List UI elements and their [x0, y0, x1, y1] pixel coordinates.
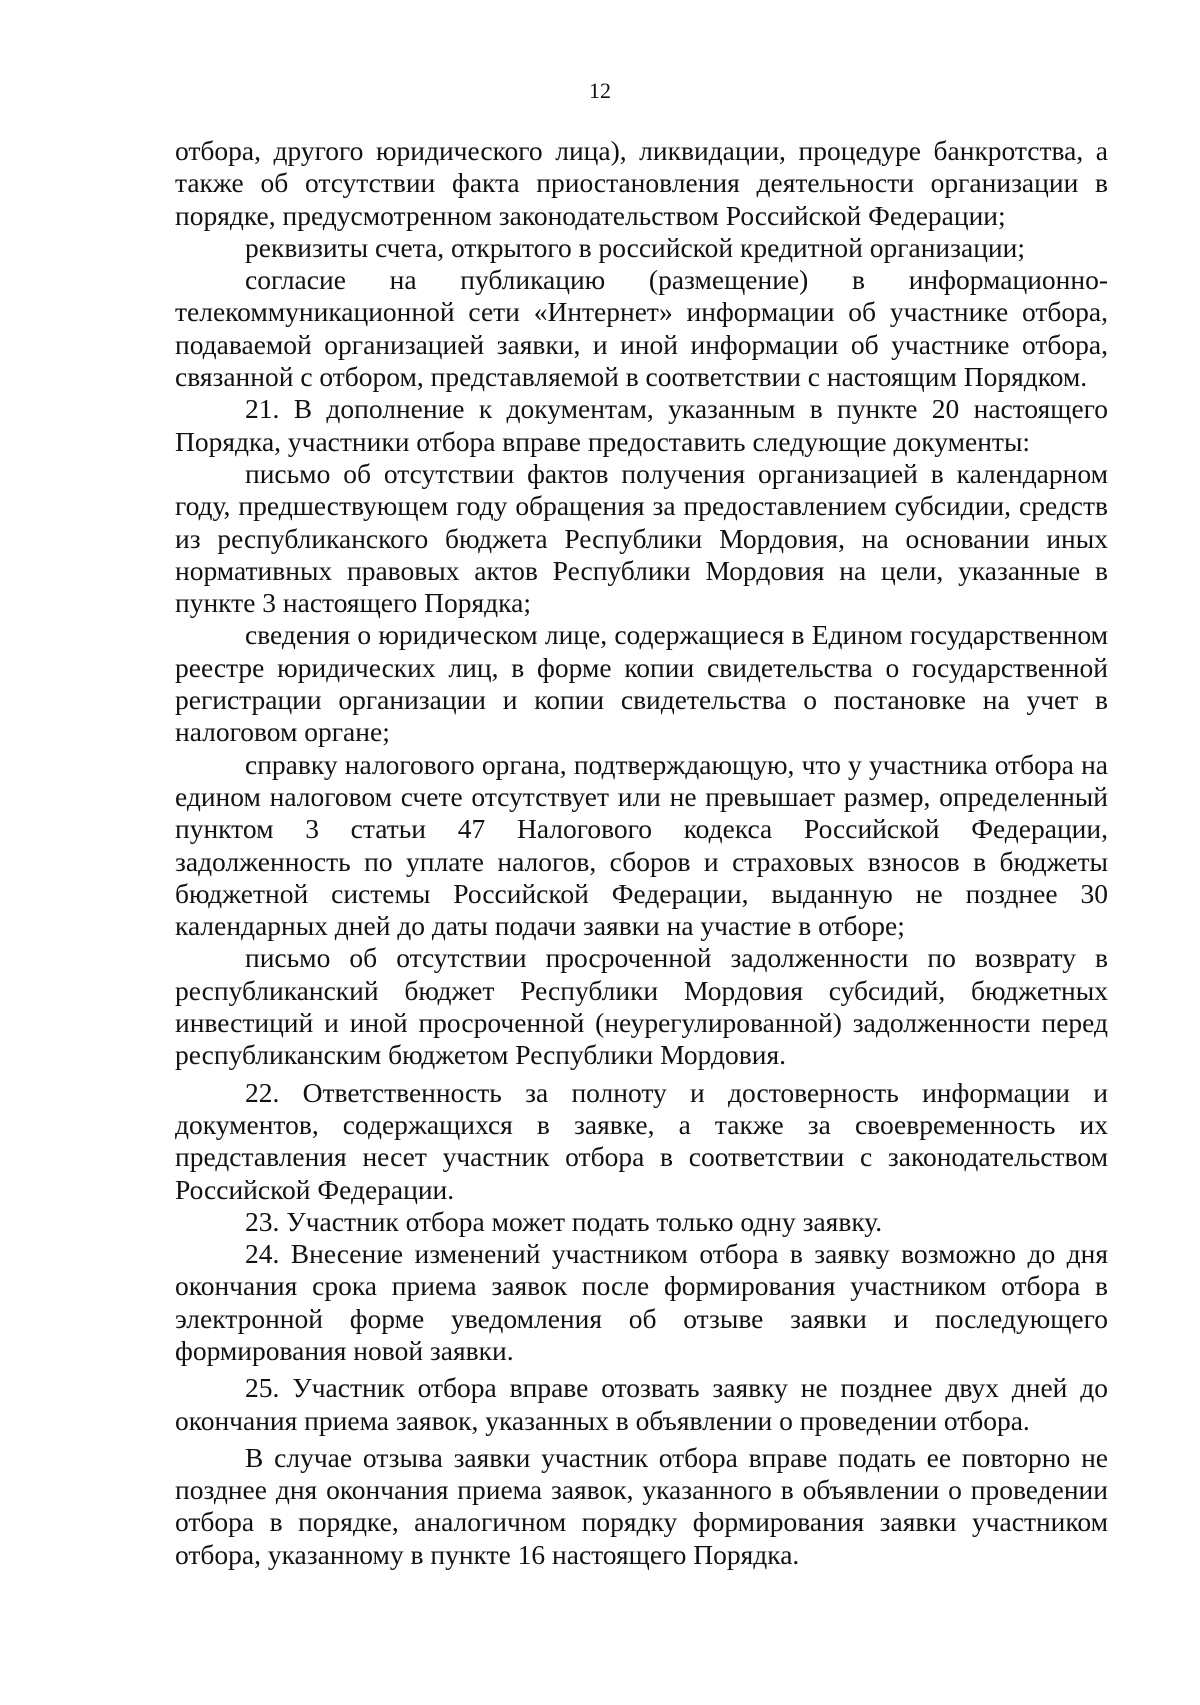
- paragraph-publication-consent: согласие на публикацию (размещение) в информационно-телекоммуникационной сети «Интернет» информации об участнике отбора, подаваемой организацией заявки, и иной информации об участнике отбора, связанной с отбором, представляемой в соответствии с настоящим Порядком.: [175, 264, 1108, 393]
- page-number: 12: [589, 78, 611, 103]
- paragraph-clause-22: 22. Ответственность за полноту и достоверность информации и документов, содержащихся в заявке, а также за своевременность их представления несет участник отбора в соответствии с законодательством Российской Федерации.: [175, 1076, 1108, 1205]
- paragraph-clause-21: 21. В дополнение к документам, указанным в пункте 20 настоящего Порядка, участники отбора вправе предоставить следующие документы:: [175, 393, 1108, 457]
- paragraph-legal-entity-info: сведения о юридическом лице, содержащиеся в Едином государственном реестре юридических лиц, в форме копии свидетельства о государственной регистрации организации и копии свидетельства о постановке на учет в налоговом органе;: [175, 619, 1108, 748]
- paragraph-account-details: реквизиты счета, открытого в российской кредитной организации;: [245, 231, 1026, 263]
- paragraph-debt-letter: письмо об отсутствии просроченной задолженности по возврату в республиканский бюджет Республики Мордовия субсидий, бюджетных инвестиций и иной просроченной (неурегулированной) задолженности перед республиканским бюджетом Республики Мордовия.: [175, 942, 1108, 1071]
- paragraph-subsidy-letter: письмо об отсутствии фактов получения организацией в календарном году, предшествующем году обращения за предоставлением субсидии, средств из республиканского бюджета Республики Мордовия, на основании иных нормативных правовых актов Республики Мордовия на цели, указанные в пункте 3 настоящего Порядка;: [175, 457, 1108, 619]
- paragraph-continuation: отбора, другого юридического лица), ликвидации, процедуре банкротства, а также об отсутствии факта приостановления деятельности организации в порядке, предусмотренном законодательством Российской Федерации;: [175, 135, 1108, 231]
- paragraph-clause-25: 25. Участник отбора вправе отозвать заявку не позднее двух дней до окончания приема заявок, указанных в объявлении о проведении отбора.: [175, 1372, 1108, 1436]
- paragraph-clause-23: 23. Участник отбора может подать только одну заявку.: [245, 1205, 883, 1237]
- paragraph-tax-certificate: справку налогового органа, подтверждающую, что у участника отбора на едином налоговом счете отсутствует или не превышает размер, определенный пунктом 3 статьи 47 Налогового кодекса Российской Федерации, задолженность по уплате налогов, сборов и страховых взносов в бюджеты бюджетной системы Российской Федерации, выданную не позднее 30 календарных дней до даты подачи заявки на участие в отборе;: [175, 748, 1108, 942]
- document-body: [175, 135, 1108, 1571]
- paragraph-withdrawal-resubmission: В случае отзыва заявки участник отбора вправе подать ее повторно не позднее дня окончания приема заявок, указанного в объявлении о проведении отбора в порядке, аналогичном порядку формирования заявки участником отбора, указанному в пункте 16 настоящего Порядка.: [175, 1441, 1108, 1570]
- paragraph-clause-24: 24. Внесение изменений участником отбора в заявку возможно до дня окончания срока приема заявок после формирования участником отбора в электронной форме уведомления об отзыве заявки и последующего формирования новой заявки.: [175, 1238, 1108, 1366]
